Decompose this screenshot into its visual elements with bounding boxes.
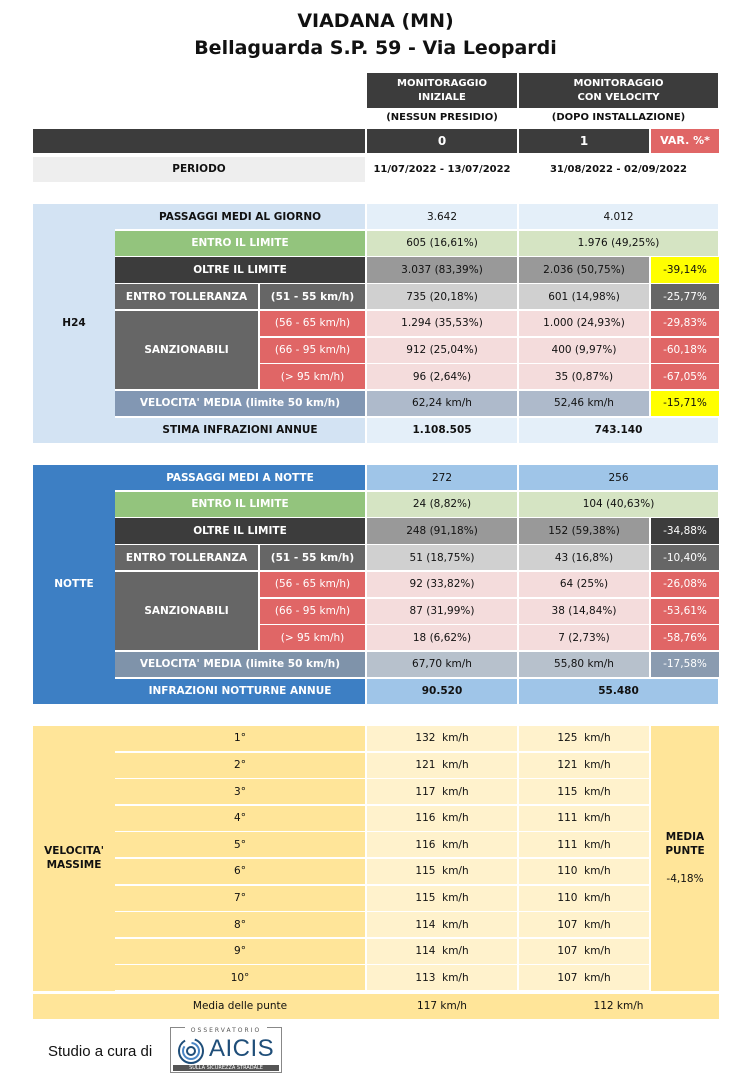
notte-velocita-v1: 67,70 km/h — [367, 652, 517, 677]
notte-oltre-var: -34,88% — [651, 518, 719, 543]
massime-v1: 114 km/h — [367, 939, 517, 964]
notte-velocita-label: VELOCITA' MEDIA (limite 50 km/h) — [115, 652, 365, 677]
spiral-icon — [177, 1037, 205, 1065]
h24-sanz-v1: 1.294 (35,53%) — [367, 311, 517, 336]
page-subtitle: Bellaguarda S.P. 59 - Via Leopardi — [194, 37, 557, 60]
h24-tolleranza-range: (51 - 55 km/h) — [260, 284, 365, 309]
massime-v1: 114 km/h — [367, 912, 517, 937]
notte-section-label: NOTTE — [33, 465, 115, 704]
notte-sanz-var: -26,08% — [651, 572, 719, 597]
massime-rank: 6° — [115, 859, 365, 884]
notte-velocita-var: -17,58% — [651, 652, 719, 677]
h24-sanz-range: (56 - 65 km/h) — [260, 311, 365, 336]
header-col2-sub: (DOPO INSTALLAZIONE) — [551, 112, 686, 124]
massime-v2: 115 km/h — [519, 779, 649, 804]
header-var-label: VAR. %* — [651, 129, 719, 153]
studio-note: Studio a cura di — [48, 1043, 153, 1060]
massime-v2: 110 km/h — [519, 886, 649, 911]
page-title: VIADANA (MN) — [297, 10, 454, 33]
notte-sanz-v2: 64 (25%) — [519, 572, 649, 597]
notte-sanz-v1: 18 (6,62%) — [367, 625, 517, 650]
notte-infrazioni-v1: 90.520 — [367, 679, 517, 704]
massime-v1: 115 km/h — [367, 859, 517, 884]
notte-tolleranza-v1: 51 (18,75%) — [367, 545, 517, 570]
notte-sanz-v1: 92 (33,82%) — [367, 572, 517, 597]
notte-sanz-var: -53,61% — [651, 599, 719, 624]
notte-sanz-var: -58,76% — [651, 625, 719, 650]
aicis-logo — [170, 1027, 282, 1073]
notte-sanz-v1: 87 (31,99%) — [367, 599, 517, 624]
notte-sanz-range: (> 95 km/h) — [260, 625, 365, 650]
h24-tolleranza-var: -25,77% — [651, 284, 719, 309]
massime-v1: 116 km/h — [367, 832, 517, 857]
notte-sanz-range: (66 - 95 km/h) — [260, 599, 365, 624]
h24-tolleranza-v2: 601 (14,98%) — [519, 284, 649, 309]
massime-v2: 121 km/h — [519, 753, 649, 778]
h24-oltre-v1: 3.037 (83,39%) — [367, 257, 517, 282]
media-delle-punte-v2: 112 km/h — [519, 994, 718, 1019]
h24-velocita-var: -15,71% — [651, 391, 719, 416]
massime-v1: 116 km/h — [367, 806, 517, 831]
notte-passaggi-v2: 256 — [519, 465, 718, 490]
notte-tolleranza-var: -10,40% — [651, 545, 719, 570]
h24-stima-v1: 1.108.505 — [367, 418, 517, 443]
massime-v2: 111 km/h — [519, 832, 649, 857]
header-col1-title: MONITORAGGIO INIZIALE — [367, 73, 517, 108]
h24-velocita-label: VELOCITA' MEDIA (limite 50 km/h) — [115, 391, 365, 416]
h24-sanz-v1: 912 (25,04%) — [367, 338, 517, 363]
massime-v2: 110 km/h — [519, 859, 649, 884]
notte-tolleranza-range: (51 - 55 km/h) — [260, 545, 365, 570]
massime-v2: 107 km/h — [519, 965, 649, 990]
massime-rank: 9° — [115, 939, 365, 964]
massime-v2: 107 km/h — [519, 912, 649, 937]
h24-tolleranza-v1: 735 (20,18%) — [367, 284, 517, 309]
h24-sanz-range: (66 - 95 km/h) — [260, 338, 365, 363]
h24-stima-label: STIMA INFRAZIONI ANNUE — [115, 418, 365, 443]
logo-subtitle: SULLA SICUREZZA STRADALE — [173, 1065, 279, 1071]
massime-rank: 4° — [115, 806, 365, 831]
h24-sanz-v2: 400 (9,97%) — [519, 338, 649, 363]
h24-sanz-v1: 96 (2,64%) — [367, 364, 517, 389]
h24-sanz-range: (> 95 km/h) — [260, 364, 365, 389]
media-punte-box — [651, 726, 719, 991]
h24-passaggi-label: PASSAGGI MEDI AL GIORNO — [115, 204, 365, 229]
h24-tolleranza-label: ENTRO TOLLERANZA — [115, 284, 258, 309]
massime-rank: 10° — [115, 965, 365, 990]
logo-name: AICIS — [209, 1035, 275, 1062]
massime-v2: 125 km/h — [519, 726, 649, 751]
notte-sanz-v2: 7 (2,73%) — [519, 625, 649, 650]
massime-rank: 5° — [115, 832, 365, 857]
h24-passaggi-v1: 3.642 — [367, 204, 517, 229]
h24-sanz-var: -29,83% — [651, 311, 719, 336]
header-col2-num: 1 — [519, 129, 649, 153]
notte-sanz-range: (56 - 65 km/h) — [260, 572, 365, 597]
h24-entro-v2: 1.976 (49,25%) — [519, 231, 718, 256]
h24-oltre-label: OLTRE IL LIMITE — [115, 257, 365, 282]
notte-tolleranza-v2: 43 (16,8%) — [519, 545, 649, 570]
massime-v1: 132 km/h — [367, 726, 517, 751]
notte-sanzionabili-label: SANZIONABILI — [115, 572, 258, 651]
notte-oltre-v2: 152 (59,38%) — [519, 518, 649, 543]
h24-oltre-var: -39,14% — [651, 257, 719, 282]
notte-oltre-v1: 248 (91,18%) — [367, 518, 517, 543]
h24-sanz-var: -67,05% — [651, 364, 719, 389]
massime-rank: 8° — [115, 912, 365, 937]
media-delle-punte-v1: 117 km/h — [367, 994, 517, 1019]
massime-rank: 1° — [115, 726, 365, 751]
notte-entro-v2: 104 (40,63%) — [519, 492, 718, 517]
massime-rank: 2° — [115, 753, 365, 778]
h24-oltre-v2: 2.036 (50,75%) — [519, 257, 649, 282]
h24-sanz-v2: 1.000 (24,93%) — [519, 311, 649, 336]
notte-infrazioni-v2: 55.480 — [519, 679, 718, 704]
h24-entro-label: ENTRO IL LIMITE — [115, 231, 365, 256]
h24-stima-v2: 743.140 — [519, 418, 718, 443]
notte-entro-label: ENTRO IL LIMITE — [115, 492, 365, 517]
massime-v1: 117 km/h — [367, 779, 517, 804]
notte-passaggi-v1: 272 — [367, 465, 517, 490]
massime-section-label: VELOCITA' MASSIME — [33, 726, 115, 991]
header-col1-sub: (NESSUN PRESIDIO) — [386, 112, 498, 124]
massime-rank: 7° — [115, 886, 365, 911]
periodo-label: PERIODO — [33, 157, 365, 182]
h24-sanz-v2: 35 (0,87%) — [519, 364, 649, 389]
notte-sanz-v2: 38 (14,84%) — [519, 599, 649, 624]
h24-entro-v1: 605 (16,61%) — [367, 231, 517, 256]
logo-top-text: OSSERVATORIO — [185, 1027, 267, 1034]
massime-v2: 111 km/h — [519, 806, 649, 831]
header-blank-bar — [33, 129, 365, 153]
periodo-col2: 31/08/2022 - 02/09/2022 — [549, 163, 688, 175]
media-punte-var: -4,18% — [666, 873, 704, 886]
header-col1-num: 0 — [367, 129, 517, 153]
notte-passaggi-label: PASSAGGI MEDI A NOTTE — [115, 465, 365, 490]
notte-velocita-v2: 55,80 km/h — [519, 652, 649, 677]
massime-v1: 115 km/h — [367, 886, 517, 911]
notte-infrazioni-label: INFRAZIONI NOTTURNE ANNUE — [115, 679, 365, 704]
h24-passaggi-v2: 4.012 — [519, 204, 718, 229]
h24-section-label: H24 — [33, 204, 115, 443]
media-punte-title: MEDIA PUNTE — [665, 830, 705, 858]
massime-v1: 121 km/h — [367, 753, 517, 778]
h24-velocita-v2: 52,46 km/h — [519, 391, 649, 416]
header-col2-title: MONITORAGGIO CON VELOCITY — [519, 73, 718, 108]
media-delle-punte-label: Media delle punte — [115, 994, 365, 1019]
notte-oltre-label: OLTRE IL LIMITE — [115, 518, 365, 543]
h24-velocita-v1: 62,24 km/h — [367, 391, 517, 416]
notte-tolleranza-label: ENTRO TOLLERANZA — [115, 545, 258, 570]
massime-v1: 113 km/h — [367, 965, 517, 990]
massime-rank: 3° — [115, 779, 365, 804]
periodo-col1: 11/07/2022 - 13/07/2022 — [373, 163, 511, 175]
h24-sanz-var: -60,18% — [651, 338, 719, 363]
notte-entro-v1: 24 (8,82%) — [367, 492, 517, 517]
massime-v2: 107 km/h — [519, 939, 649, 964]
h24-sanzionabili-label: SANZIONABILI — [115, 311, 258, 390]
